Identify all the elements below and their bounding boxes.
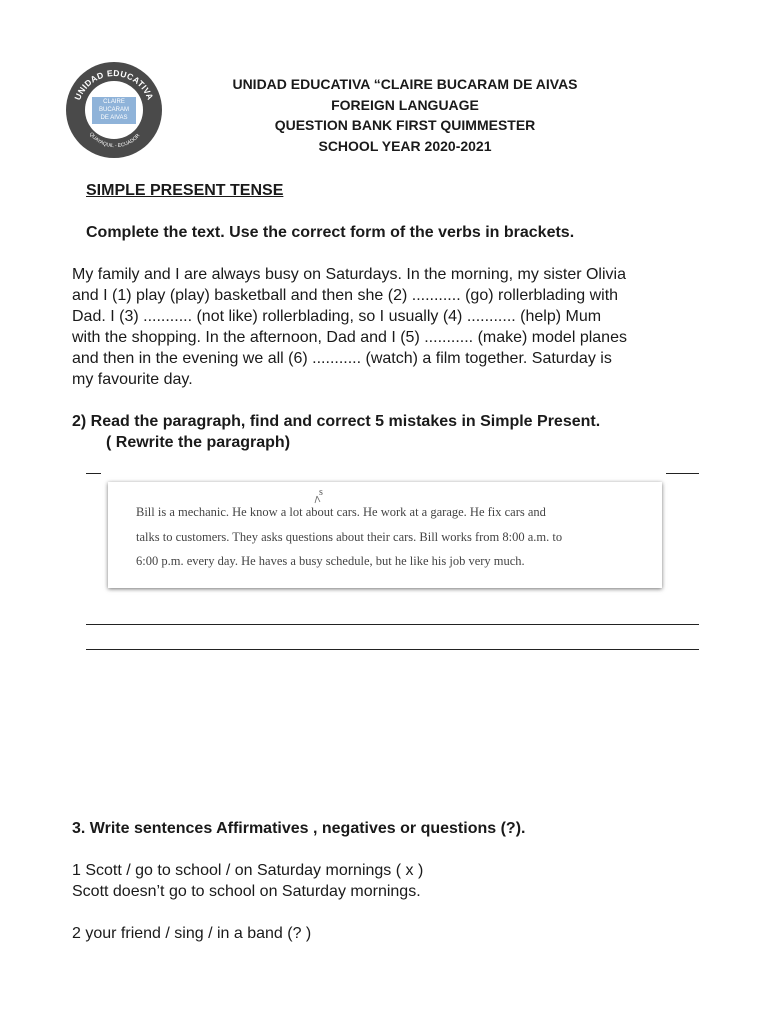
logo-name-box <box>92 97 136 124</box>
school-logo <box>66 62 162 158</box>
mistakes-text-image <box>108 482 662 588</box>
document-header <box>200 74 610 156</box>
section2-instruction-line: 2) Read the paragraph, find and correct 5 mistakes in Simple Present. <box>72 413 601 430</box>
logo-line: BUCARAM <box>98 107 129 113</box>
logo-line: CLAIRE <box>103 99 125 105</box>
header-school-name: UNIDAD EDUCATIVA “CLAIRE BUCARAM DE AIVAS <box>232 76 578 92</box>
logo-ring-text-bottom: QUAYAQUIL - ECUADOR <box>87 131 142 150</box>
exercise-prompt: 1 Scott / go to school / on Saturday mornings ( x ) <box>72 862 424 879</box>
paragraph-line: and I (1) play (play) basketball and then she (2) ........... (go) rollerblading with <box>72 287 619 304</box>
paragraph-line: my favourite day. <box>72 371 193 388</box>
section1-paragraph <box>72 264 702 390</box>
header-school-year: SCHOOL YEAR 2020-2021 <box>318 137 492 154</box>
header-title: QUESTION BANK FIRST QUIMMESTER <box>274 117 536 133</box>
header-subject: FOREIGN LANGUAGE <box>331 96 479 113</box>
section2-instruction-line: ( Rewrite the paragraph) <box>106 434 291 451</box>
section2-instruction <box>72 411 600 453</box>
mistakes-text-line: 6:00 p.m. every day. He haves a busy schedule, but he like his job very much. <box>136 554 525 568</box>
section1-instruction: Complete the text. Use the correct form of the verbs in brackets. <box>86 224 575 241</box>
paragraph-line: with the shopping. In the afternoon, Dad and I (5) ........... (make) model planes <box>72 329 627 346</box>
handwritten-mark: s <box>319 487 323 498</box>
mistakes-text-line: Bill is a mechanic. He know a lot about cars. He work at a garage. He fix cars and <box>136 505 546 519</box>
answer-line <box>666 473 699 474</box>
answer-line <box>86 624 699 625</box>
section3-instruction: 3. Write sentences Affirmatives , negatives or questions (?). <box>72 820 526 837</box>
section-title: SIMPLE PRESENT TENSE <box>86 182 284 199</box>
exercise-answer: Scott doesn’t go to school on Saturday mornings. <box>72 883 421 900</box>
logo-line: DE AIVAS <box>100 115 128 121</box>
exercise-prompt: 2 your friend / sing / in a band (? ) <box>72 925 312 942</box>
answer-line <box>86 649 699 650</box>
mistakes-text-line: talks to customers. They asks questions about their cars. Bill works from 8:00 a.m. to <box>136 529 563 544</box>
paragraph-line: My family and I are always busy on Saturdays. In the morning, my sister Olivia <box>72 266 626 283</box>
answer-line <box>86 473 101 474</box>
paragraph-line: and then in the evening we all (6) ........... (watch) a film together. Saturday is <box>72 350 612 367</box>
paragraph-line: Dad. I (3) ........... (not like) rollerblading, so I usually (4) ........... (help) Mum <box>72 308 602 325</box>
logo-ring-text-top: UNIDAD EDUCATIVA <box>72 67 156 102</box>
